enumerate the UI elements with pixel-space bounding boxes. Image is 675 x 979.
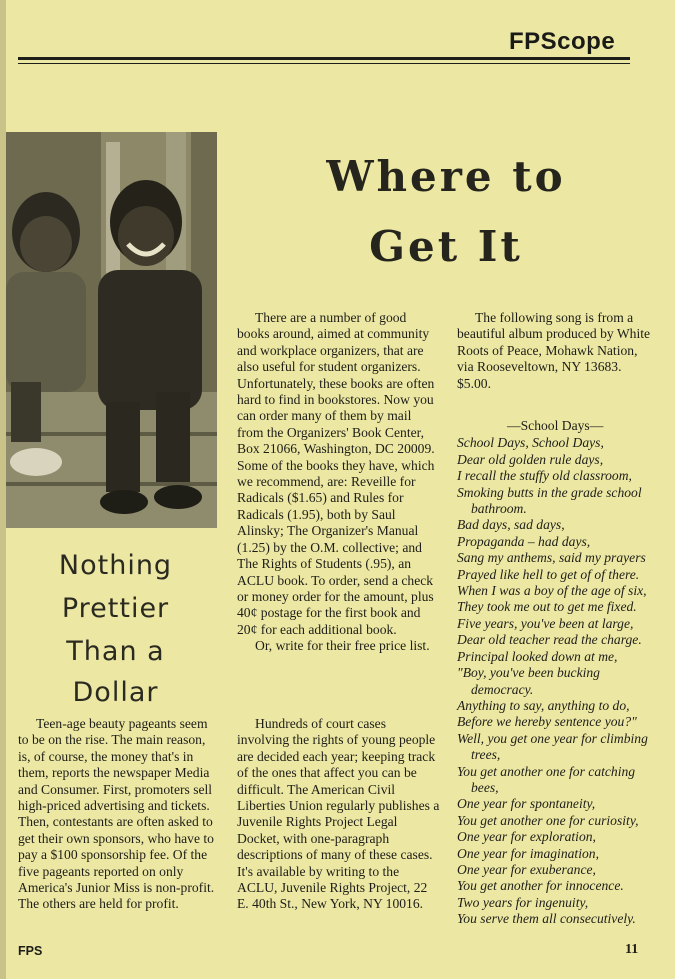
- song-line: Dear old teacher read the charge.: [457, 632, 642, 648]
- sidebar-title-line1: Nothing: [58, 550, 173, 581]
- feature-column-middle-bottom: [237, 716, 441, 913]
- song-line: Smoking butts in the grade school bathroom.: [457, 484, 642, 517]
- song-line: Five years, you've been at large,: [457, 615, 634, 631]
- feature-column-middle-top: [237, 310, 441, 655]
- children-photo-illustration: [6, 132, 217, 528]
- song-line: Prayed like hell to get of of there.: [457, 566, 640, 582]
- song-line: You get another one for curiosity,: [457, 812, 639, 828]
- song-line: You get another for innocence.: [457, 878, 624, 894]
- masthead-title: FPScope: [509, 28, 616, 55]
- children-photo: [6, 132, 217, 528]
- song-line: Propaganda – had days,: [457, 533, 591, 549]
- song-line: One year for spontaneity,: [457, 796, 596, 812]
- masthead-rule-thin: [18, 63, 630, 64]
- song-line: I recall the stuffy old classroom,: [457, 468, 632, 484]
- sidebar-article-column: [18, 716, 216, 913]
- feature-paragraph-1: There are a number of good books around, aimed at community and workplace organizers, that are also useful for student organizers. Unfortunately, these books are often hard to find in bookstores. Now you can order many of them by mail from the Organizers' Book Center, Box 21066, Washington, DC 20009. Some of the books they have, which we recommend, are: Reveille for Radicals ($1.65) and Rules for Radicals (1.95), both by Saul Alinsky; The Organizer's Manual (1.25) by the O.M. collective; and The Rights of Students (.95), an ACLU book. To order, send a check or money order for the amount, plus 40¢ postage for the first book and 20¢ for each additional book.: [237, 310, 435, 637]
- song-line: One year for exploration,: [457, 829, 596, 845]
- song-line: You serve them all consecutively.: [457, 911, 636, 927]
- sidebar-title-line4: Dollar: [72, 677, 159, 708]
- song-line: One year for imagination,: [457, 845, 599, 861]
- sidebar-article-body: Teen-age beauty pageants seem to be on the rise. The main reason, is, of course, the money that's in them, reports the newspaper Media and Consumer. First, promoters sell high-priced advertising and tickets. Then, contestants are often asked to get their own sponsors, who have to pay a $100 sponsorship fee. Of the five pageants reported on only America's Junior Miss is non-profit. The others are held for profit.: [18, 716, 215, 912]
- song-line: "Boy, you've been bucking democracy.: [457, 665, 600, 697]
- song-line: School Days, School Days,: [457, 435, 604, 451]
- song-line: They took me out to get me fixed.: [457, 599, 637, 615]
- sidebar-title-line3: Than a: [66, 636, 165, 667]
- song-line: Sang my anthems, said my prayers: [457, 550, 646, 566]
- feature-title-line2: Get It: [369, 222, 523, 271]
- masthead-rule-thick: [18, 57, 630, 60]
- song-line: Bad days, sad days,: [457, 517, 565, 533]
- song-line: Well, you get one year for climbing trees,: [457, 730, 648, 763]
- song-line: Anything to say, anything to do,: [457, 697, 630, 713]
- song-line: Dear old golden rule days,: [457, 451, 604, 467]
- feature-paragraph-2: Or, write for their free price list.: [255, 638, 430, 654]
- song-line: When I was a boy of the age of six,: [457, 583, 647, 599]
- song-line: Before we hereby sentence you?": [457, 714, 637, 730]
- song-line: One year for exuberance,: [457, 861, 596, 877]
- song-lyrics: [457, 418, 665, 928]
- sidebar-title-line2: Prettier: [61, 593, 170, 624]
- song-line: Principal looked down at me,: [457, 648, 618, 664]
- song-line: Two years for ingenuity,: [457, 894, 589, 910]
- song-line: You get another one for catching bees,: [457, 763, 636, 795]
- footer-publication: FPS: [18, 944, 43, 958]
- song-lines-container: [457, 435, 665, 927]
- feature-paragraph-3: Hundreds of court cases involving the rights of young people are decided each year; keeping track of the ones that affect you can be difficult. The American Civil Liberties Union regularly publishes a Juvenile Rights Project Legal Docket, with one-paragraph descriptions of many of these cases. It's available by writing to the ACLU, Juvenile Rights Project, 22 E. 40th St., New York, NY 10016.: [237, 716, 440, 912]
- feature-title-line1: Where to: [326, 152, 566, 201]
- feature-column-right-intro: [457, 310, 653, 392]
- song-intro-paragraph: The following song is from a beautiful album produced by White Roots of Peace, Mohawk Nation, via Rooseveltown, NY 13683. $5.00.: [457, 310, 651, 391]
- footer-page-number: 11: [625, 942, 639, 957]
- song-heading: —School Days—: [507, 418, 604, 433]
